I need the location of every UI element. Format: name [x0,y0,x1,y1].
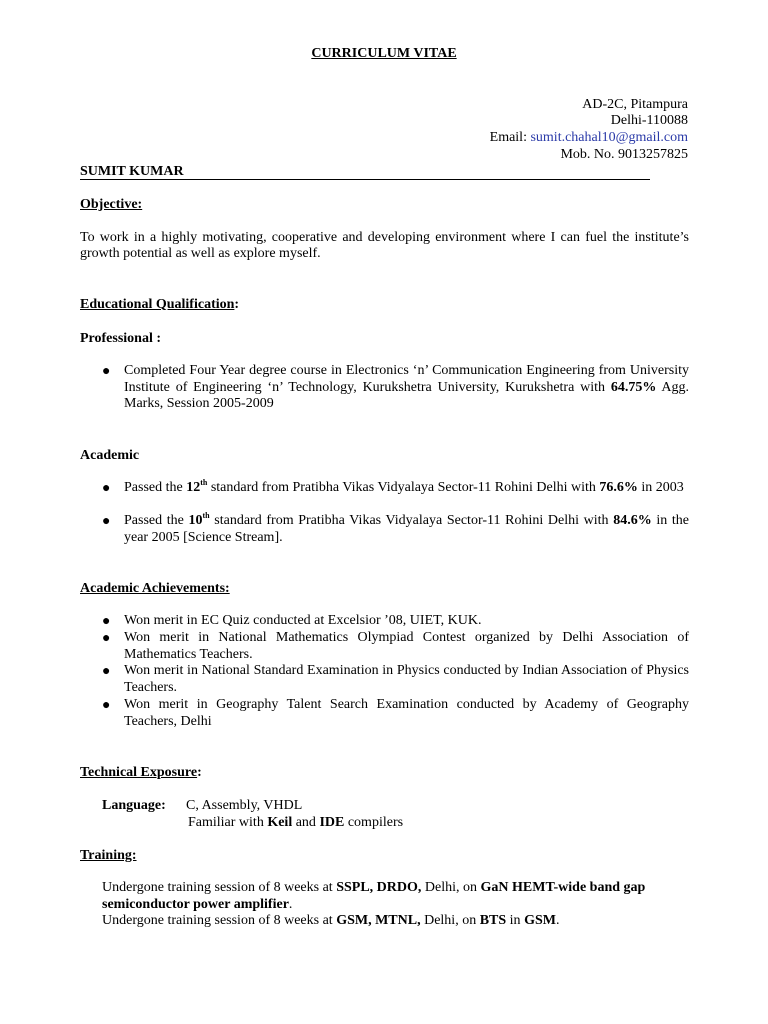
academic-year: in 2003 [637,480,684,495]
education-heading [80,296,239,313]
training-text: Undergone training session of 8 weeks at [102,880,337,895]
academic-year: in the year 2005 [Science Stream]. [124,513,689,545]
page-title: CURRICULUM VITAE [311,46,457,61]
standard-number: 10th [188,511,210,528]
mobile-number: Mob. No. 9013257825 [560,147,688,162]
bullet-icon: ● [102,631,111,646]
achievement-text: Won merit in National Standard Examination in Physics conducted by Indian Association of Physics Teachers. [124,663,689,695]
training-org: SSPL, DRDO, [336,880,422,895]
email-line [490,129,688,146]
academic-item-10th [124,513,689,546]
academic-percentage: 84.6% [613,513,652,528]
degree-marks: 64.75% [610,379,657,395]
compiler-keil: Keil [267,815,293,830]
achievement-text: Won merit in EC Quiz conducted at Excelsior ’08, UIET, KUK. [124,613,482,628]
familiar-compilers [188,814,403,831]
technical-heading-colon: : [197,765,202,780]
education-heading-text: Educational Qualification [80,297,235,312]
technical-heading-text: Technical Exposure [80,765,198,780]
training-text: Delhi, on [421,880,481,895]
training-item-1 [102,880,690,913]
training-text: . [288,896,293,912]
bullet-icon: ● [102,664,111,679]
familiar-text: Familiar with [188,815,268,830]
academic-heading: Academic [80,448,140,463]
candidate-name: SUMIT KUMAR [80,163,650,180]
academic-text: standard from Pratibha Vikas Vidyalaya Sector-11 Rohini Delhi with [209,513,614,528]
professional-degree-text [124,363,689,413]
education-heading-colon: : [234,297,240,312]
training-text: Delhi, on [420,913,480,928]
standard-number: 12th [186,478,208,495]
training-topic: GaN HEMT-wide band gap semiconductor power amplifier [102,880,646,912]
training-text: . [555,913,560,928]
training-org: GSM, MTNL, [336,913,421,928]
address-line-1: AD-2C, Pitampura [582,97,688,112]
compiler-ide: IDE [319,815,345,830]
email-label: Email: [489,130,531,145]
familiar-text: compilers [344,815,404,830]
language-label: Language: [102,798,166,813]
professional-heading: Professional : [80,331,162,346]
academic-text: Passed the [124,480,187,495]
familiar-text: and [292,815,320,830]
training-item-2 [102,913,690,930]
training-heading: Training: [80,848,137,863]
email-link[interactable]: sumit.chahal10@gmail.com [530,130,688,145]
training-text: Undergone training session of 8 weeks at [102,913,337,928]
training-topic: GSM [524,913,556,928]
degree-description: Completed Four Year degree course in Electronics ‘n’ Communication Engineering from University Institute of Engineering ‘n’ Technology, Kurukshetra University, Kurukshetra with [124,363,689,395]
academic-text: Passed the [124,513,189,528]
bullet-icon: ● [102,614,111,629]
achievement-text: Won merit in National Mathematics Olympiad Contest organized by Delhi Association of Mathematics Teachers. [124,630,689,662]
achievement-text: Won merit in Geography Talent Search Examination conducted by Academy of Geography Teachers, Delhi [124,697,689,729]
academic-percentage: 76.6% [599,480,638,495]
bullet-icon: ● [102,364,111,379]
objective-heading: Objective: [80,197,143,212]
language-value: C, Assembly, VHDL [186,798,303,813]
bullet-icon: ● [102,698,111,713]
academic-item-12th [124,480,689,497]
technical-heading [80,764,202,781]
address-line-2: Delhi-110088 [610,113,688,128]
achievements-heading: Academic Achievements: [80,581,230,596]
training-topic: BTS [479,913,507,928]
objective-text: To work in a highly motivating, cooperative and developing environment where I can fuel the institute’s growth potential as well as explore myself. [80,230,689,261]
bullet-icon: ● [102,481,111,496]
training-text: in [506,913,525,928]
academic-text: standard from Pratibha Vikas Vidyalaya Sector-11 Rohini Delhi with [207,480,600,495]
bullet-icon: ● [102,514,111,529]
degree-session: Agg. Marks, Session 2005-2009 [124,379,690,411]
